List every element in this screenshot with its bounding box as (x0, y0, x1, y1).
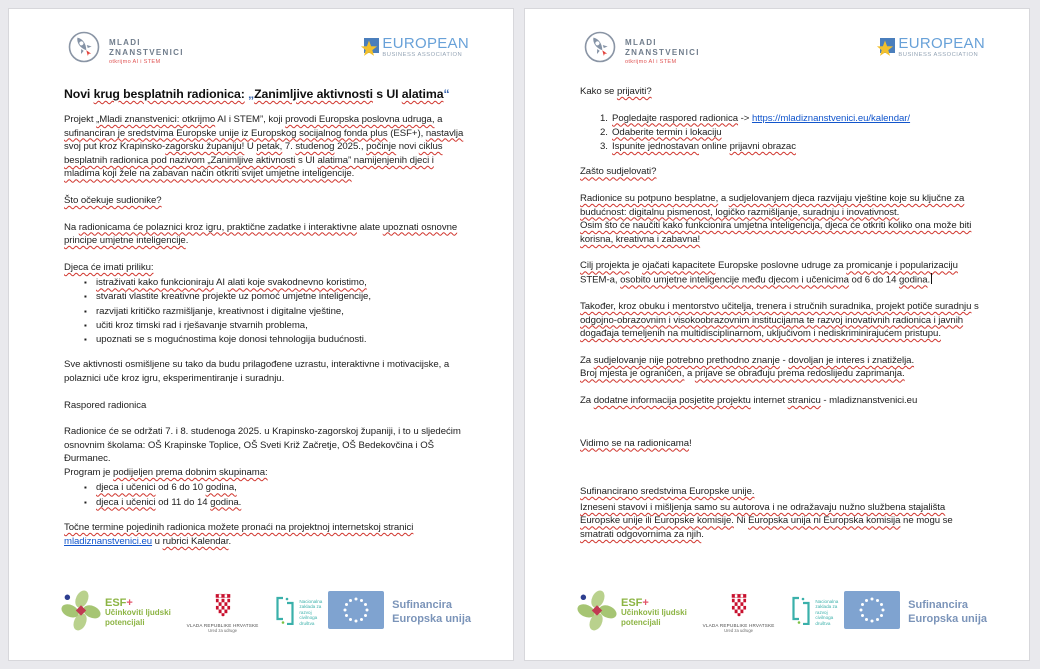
paragraph (580, 85, 985, 99)
text-run: ne mogu se (900, 515, 953, 527)
list-number: 3. (600, 140, 608, 152)
page-1 (8, 8, 514, 661)
text-run: alati koje svakodnevno koristimo, (227, 277, 367, 289)
text-run: . (185, 235, 189, 247)
text-run: istraživati kako funkcioniraju (96, 277, 214, 289)
text-run: Zašto sudjelovati? (580, 166, 657, 178)
text-run: upoznati osnovne (382, 221, 458, 233)
text-run: Novi (64, 87, 94, 101)
bullet-icon: ▪ (84, 306, 87, 316)
text-run: alate (356, 221, 383, 233)
text-run: s UI (295, 154, 318, 166)
text-run: U (244, 141, 257, 153)
logo-text-mladi: MLADI (625, 38, 657, 48)
list-number: 2. (600, 126, 608, 138)
logo-text-znanstvenici: ZNANSTVENICI (625, 47, 700, 57)
text-run: krug besplatnih radionica: (93, 87, 245, 101)
nacionalna-zaklada-logo (790, 595, 838, 630)
list-item (64, 496, 469, 510)
text-run: Europske poslovne udruge za (715, 260, 847, 272)
esf-title: ESF+ (105, 597, 133, 609)
hyperlink[interactable]: mladiznanstvenici.eu (64, 535, 153, 547)
logo-text-znanstvenici: ZNANSTVENICI (109, 47, 184, 57)
esf-title: ESF+ (621, 597, 649, 609)
text-run: Također, kroz obuku i mentorstvo učitelja, trenera i stručnih suradnika, projekt potiče suradnju (580, 301, 972, 313)
esf-flower-icon (61, 589, 101, 636)
logo-text-european: EUROPEAN (898, 35, 985, 52)
esf-subtitle-1: Učinkoviti ljudski (105, 608, 171, 617)
list-item-text (96, 290, 469, 304)
text-run: Sufinancirano sredstvima Europske unije. (580, 486, 755, 498)
text-run: svoj put kroz Krapinsko- (64, 141, 166, 153)
croatian-coat-of-arms-icon (213, 604, 233, 621)
text-run: Kako se (580, 86, 617, 97)
text-run: stranicu (787, 395, 821, 406)
text-run: online (699, 140, 730, 152)
text-run: radionicama će polaznici kroz igru, praktične zadatke i interaktivne (78, 221, 357, 233)
page-header (580, 29, 985, 77)
text-run: Što očekuje sudionike? (64, 194, 162, 206)
text-run: - mladiznanstvenici.eu (820, 395, 918, 406)
paragraph (580, 300, 985, 341)
paragraph (580, 165, 985, 179)
paragraph (64, 521, 469, 548)
text-run: a (718, 192, 729, 204)
text-run: Pogledajte raspored radionica (612, 112, 739, 124)
text-run: s (971, 301, 979, 313)
text-run: dovoljan je interes i znatiželja. (788, 354, 915, 366)
text-run: 7. (282, 141, 296, 153)
text-run: mladima koji žele na zabavan način otkriti svijet umjetne inteligencije (64, 168, 352, 180)
paragraph (580, 354, 985, 381)
paragraph (580, 485, 985, 499)
star-square-icon (873, 37, 897, 66)
text-run: Na (64, 221, 79, 233)
text-run: AI i STEM”, koji (215, 114, 286, 125)
list-number: 1. (600, 112, 608, 124)
text-run: Cilj projekta (580, 260, 630, 272)
text-run: stvarati vlastite kreativne projekte uz pomoć umjetne inteligencije, (96, 291, 371, 303)
text-run: djeca i učenici (96, 496, 156, 508)
list-item-text (96, 305, 469, 319)
eu-cofunding-logo (844, 591, 987, 634)
text-run: (ESF+), (387, 127, 426, 139)
croatian-coat-of-arms-icon (729, 604, 749, 621)
logo-tagline: otkrijmo AI i STEM (109, 58, 161, 65)
text-run: djeca i učenici (96, 482, 156, 494)
esf-subtitle-1: Učinkoviti ljudski (621, 608, 687, 617)
european-business-association-logo (357, 37, 469, 66)
paragraph (580, 259, 985, 287)
text-run: Zanimljive aktivnosti (254, 87, 373, 101)
blank-space (580, 421, 985, 437)
text-run: studenog (295, 141, 335, 153)
text-run: od 6 do 14 (848, 274, 899, 286)
text-run: Ispunite jednostavan (612, 140, 700, 152)
text-run: a (434, 114, 443, 125)
text-run: sudjelovanjem djeca razvijaju vještine koje su ključne za (728, 192, 965, 204)
esf-logo (61, 589, 171, 636)
list-item-text (96, 276, 469, 290)
text-run: . (927, 274, 931, 286)
text-run: alatima” namijenjenih djeci i (317, 154, 434, 166)
paragraph (64, 194, 469, 208)
text-run: AI (213, 277, 228, 289)
esf-logo (577, 589, 687, 636)
text-run: rubrici Kalendar (162, 535, 229, 547)
page2-body (580, 85, 985, 542)
list-item-text (612, 140, 985, 154)
eu-flag-icon (328, 591, 384, 634)
bullet-list (64, 481, 469, 509)
esf-subtitle-2: potencijali (621, 617, 661, 627)
text-run: Europska unija ni Europska komisija (748, 515, 901, 527)
text-run: Točne termine pojedinih radionica možete pronaći na projektnoj internetskoj stranici (64, 522, 414, 534)
list-item-text (96, 333, 469, 347)
text-run: Program je (64, 466, 114, 478)
text-run: odgojno-obrazovnim i visokoobrazovnim institucijama te razvoj inovativnih radionica i javnih (580, 314, 964, 326)
croatian-government-logo (693, 593, 785, 633)
text-run: -> (738, 112, 752, 124)
numbered-list (580, 112, 985, 154)
paragraph (64, 425, 469, 479)
page-footer (61, 589, 471, 636)
text-run: Djeca će imati priliku: (64, 261, 154, 273)
text-run: s UI (372, 87, 402, 101)
list-item-text (612, 126, 985, 140)
list-item (580, 126, 985, 140)
text-run: Vidimo se na radionicama (580, 437, 690, 449)
brackets-icon (790, 595, 812, 630)
gov-title: VLADA REPUBLIKE HRVATSKE (186, 622, 259, 628)
text-run: prijaviti? (616, 86, 652, 97)
text-run: osobito umjetne inteligencije među djecom i učenicima (620, 274, 849, 286)
text-run: Sve aktivnosti osmišljene su tako da budu prilagođene uzrastu, interaktivne i motivacijske, a polaznici uče kroz igru, eksperimentiranje i suradnju. (64, 359, 450, 384)
bullet-icon: ▪ (84, 278, 87, 288)
list-item-text (96, 319, 469, 333)
logo-text-european: EUROPEAN (382, 35, 469, 52)
gov-subtitle: Ured za udruge (208, 627, 238, 633)
list-item (64, 319, 469, 333)
nz-text: Nacionalna zaklada za razvoj civilnoga društva (299, 598, 323, 626)
text-run: korisna, kreativna i zabavna! (580, 233, 701, 245)
text-run: Broj mjesta je ograničen, (580, 368, 685, 380)
page1-editable-area[interactable] (64, 29, 469, 561)
text-run: . (228, 535, 232, 547)
list-item (64, 290, 469, 304)
text-run: Projekt (64, 114, 97, 125)
text-run: od 11 do 14 (155, 496, 211, 508)
text-run: dodatne informacija posjetite projektu (593, 395, 751, 406)
hyperlink[interactable]: https://mladiznanstvenici.eu/kalendar/ (751, 112, 911, 124)
brackets-icon (274, 595, 296, 630)
croatian-government-logo (177, 593, 269, 633)
text-run: prijavni obrazac (729, 140, 796, 152)
text-run: razvijati kritičko razmišljanje, kreativnost i digitalne vještine, (96, 305, 344, 317)
text-run: Europske unije ili Europske komisije. (580, 515, 734, 527)
text-run: godina. (210, 496, 242, 508)
text-run: 2025., (334, 141, 367, 153)
list-item (580, 140, 985, 154)
page2-editable-area[interactable] (580, 29, 985, 555)
page-footer (577, 589, 987, 636)
text-run: Odaberite termin i lokaciju (612, 126, 722, 138)
text-run: sufinanciran je sredstvima Europske unije iz Europskog socijalnog fonda plus (64, 127, 388, 139)
paragraph (64, 358, 469, 385)
text-run: počinje (366, 141, 397, 153)
bullet-icon: ▪ (84, 483, 87, 493)
text-run: godina, (205, 482, 237, 494)
text-run: alatima (401, 87, 444, 101)
blank-space (580, 463, 985, 485)
list-item-text (612, 112, 985, 126)
text-run: „ (248, 87, 255, 101)
star-square-icon (357, 37, 381, 66)
text-run: . (351, 168, 355, 180)
text-run: promicanje i popularizaciju (846, 260, 958, 272)
text-run: Izneseni stavovi i mišljenja samo su autorova i ne odražavaju nužno službena stajališta (580, 501, 946, 513)
mladi-znanstvenici-logo (580, 29, 700, 74)
text-run: ciklus besplatnih radionica pod nazivom „Zanimljive aktivnosti (64, 141, 443, 166)
text-run: ojačati kapacitete (642, 260, 716, 272)
text-run: učiti kroz timski rad i rješavanje stvarnih problema, (96, 319, 308, 331)
text-run: Za (580, 354, 594, 366)
text-run: događaja temeljenih na multidisciplinarnom, uključivom i nediskriminirajućem pristupu. (580, 328, 941, 340)
esf-subtitle-2: potencijali (105, 617, 145, 627)
text-run: je (629, 260, 643, 272)
text-run: upoznati se s mogućnostima koje donosi tehnologija budućnosti. (96, 333, 367, 345)
text-run: STEM-a, (580, 274, 621, 286)
rocket-badge-icon (580, 29, 620, 74)
page1-body (64, 85, 469, 548)
page-2 (524, 8, 1030, 661)
gov-subtitle: Ured za udruge (724, 627, 754, 633)
list-item (580, 112, 985, 126)
text-run: ! (689, 437, 692, 449)
paragraph (64, 399, 469, 413)
text-run: podijeljen prema dobnim skupinama: (113, 466, 268, 478)
paragraph (580, 437, 985, 451)
paragraph (580, 394, 985, 408)
nacionalna-zaklada-logo (274, 595, 322, 630)
text-run: principe umjetne inteligencije (64, 235, 186, 247)
list-item (64, 481, 469, 495)
paragraph (580, 192, 985, 246)
eu-flag-icon (844, 591, 900, 634)
bullet-icon: ▪ (84, 497, 87, 507)
mladi-znanstvenici-logo (64, 29, 184, 74)
text-run: Za (580, 395, 594, 406)
nz-text: Nacionalna zaklada za razvoj civilnoga društva (815, 598, 839, 626)
text-run: a (684, 368, 695, 380)
text-run: od 6 do 10 (155, 482, 206, 494)
bullet-icon: ▪ (84, 334, 87, 344)
text-run: petak, (256, 141, 283, 153)
document-title (64, 85, 469, 104)
eu-text: Sufinancira Europska unija (392, 599, 471, 625)
list-item-text (96, 481, 469, 495)
list-item-text (96, 496, 469, 510)
paragraph (64, 261, 469, 275)
text-cursor (931, 273, 932, 284)
bullet-icon: ▪ (84, 320, 87, 330)
logo-tagline: otkrijmo AI i STEM (625, 58, 677, 65)
list-item (64, 333, 469, 347)
text-run: Raspored radionica (64, 399, 147, 411)
text-run: zagorsku županiju! (165, 141, 245, 153)
text-run: - (779, 354, 789, 366)
list-item (64, 276, 469, 290)
text-run: novi (396, 141, 419, 153)
eu-cofunding-logo (328, 591, 471, 634)
text-run: „Mladi znanstvenici: otkrijmo (96, 114, 216, 125)
rocket-badge-icon (64, 29, 104, 74)
text-run: sudjelovanje nije potrebno prethodno znanje (593, 354, 780, 366)
paragraph (580, 501, 985, 542)
text-run: Radionice su potpuno besplatne, (580, 192, 719, 204)
esf-flower-icon (577, 589, 617, 636)
text-run: smatrati odgovornima za njih (580, 528, 702, 540)
text-run: budućnost: digitalnu pismenost, logičko razmišljanje, suradnju i inovativnost. (580, 206, 900, 218)
bullet-list (64, 276, 469, 346)
list-item (64, 305, 469, 319)
paragraph (64, 221, 469, 248)
text-run: u (152, 535, 163, 547)
text-run: Osim što će naučiti kako funkcionira umjetna inteligencija, djeca će otkriti koliko ona može biti (580, 220, 972, 232)
page-header (64, 29, 469, 77)
text-run: Radionice će se održati 7. i 8. studenoga 2025. u Krapinsko-zagorskoj županiji, i to u sljedećim osnovnim školama: OŠ Krapinske Toplice, OŠ Sveti Križ Začretje, OŠ Bedekovčina i OŠ Đurmanec. (64, 426, 461, 465)
text-run: internet (750, 395, 788, 406)
text-run: “ (443, 87, 450, 101)
text-run: Ni (733, 515, 749, 527)
text-run: godina (899, 274, 928, 286)
text-run: nastavlja (425, 127, 464, 139)
logo-text-business-association: BUSINESS ASSOCIATION (382, 52, 463, 58)
text-run: provodi Europska poslovna udruga, (285, 114, 435, 125)
gov-title: VLADA REPUBLIKE HRVATSKE (702, 622, 775, 628)
logo-text-mladi: MLADI (109, 38, 141, 48)
bullet-icon: ▪ (84, 292, 87, 302)
text-run: . (701, 528, 704, 540)
text-run: prijave se obrađuju prema redoslijedu zaprimanja. (694, 368, 905, 380)
paragraph (64, 113, 469, 181)
logo-text-business-association: BUSINESS ASSOCIATION (898, 52, 979, 58)
eu-text: Sufinancira Europska unija (908, 599, 987, 625)
european-business-association-logo (873, 37, 985, 66)
